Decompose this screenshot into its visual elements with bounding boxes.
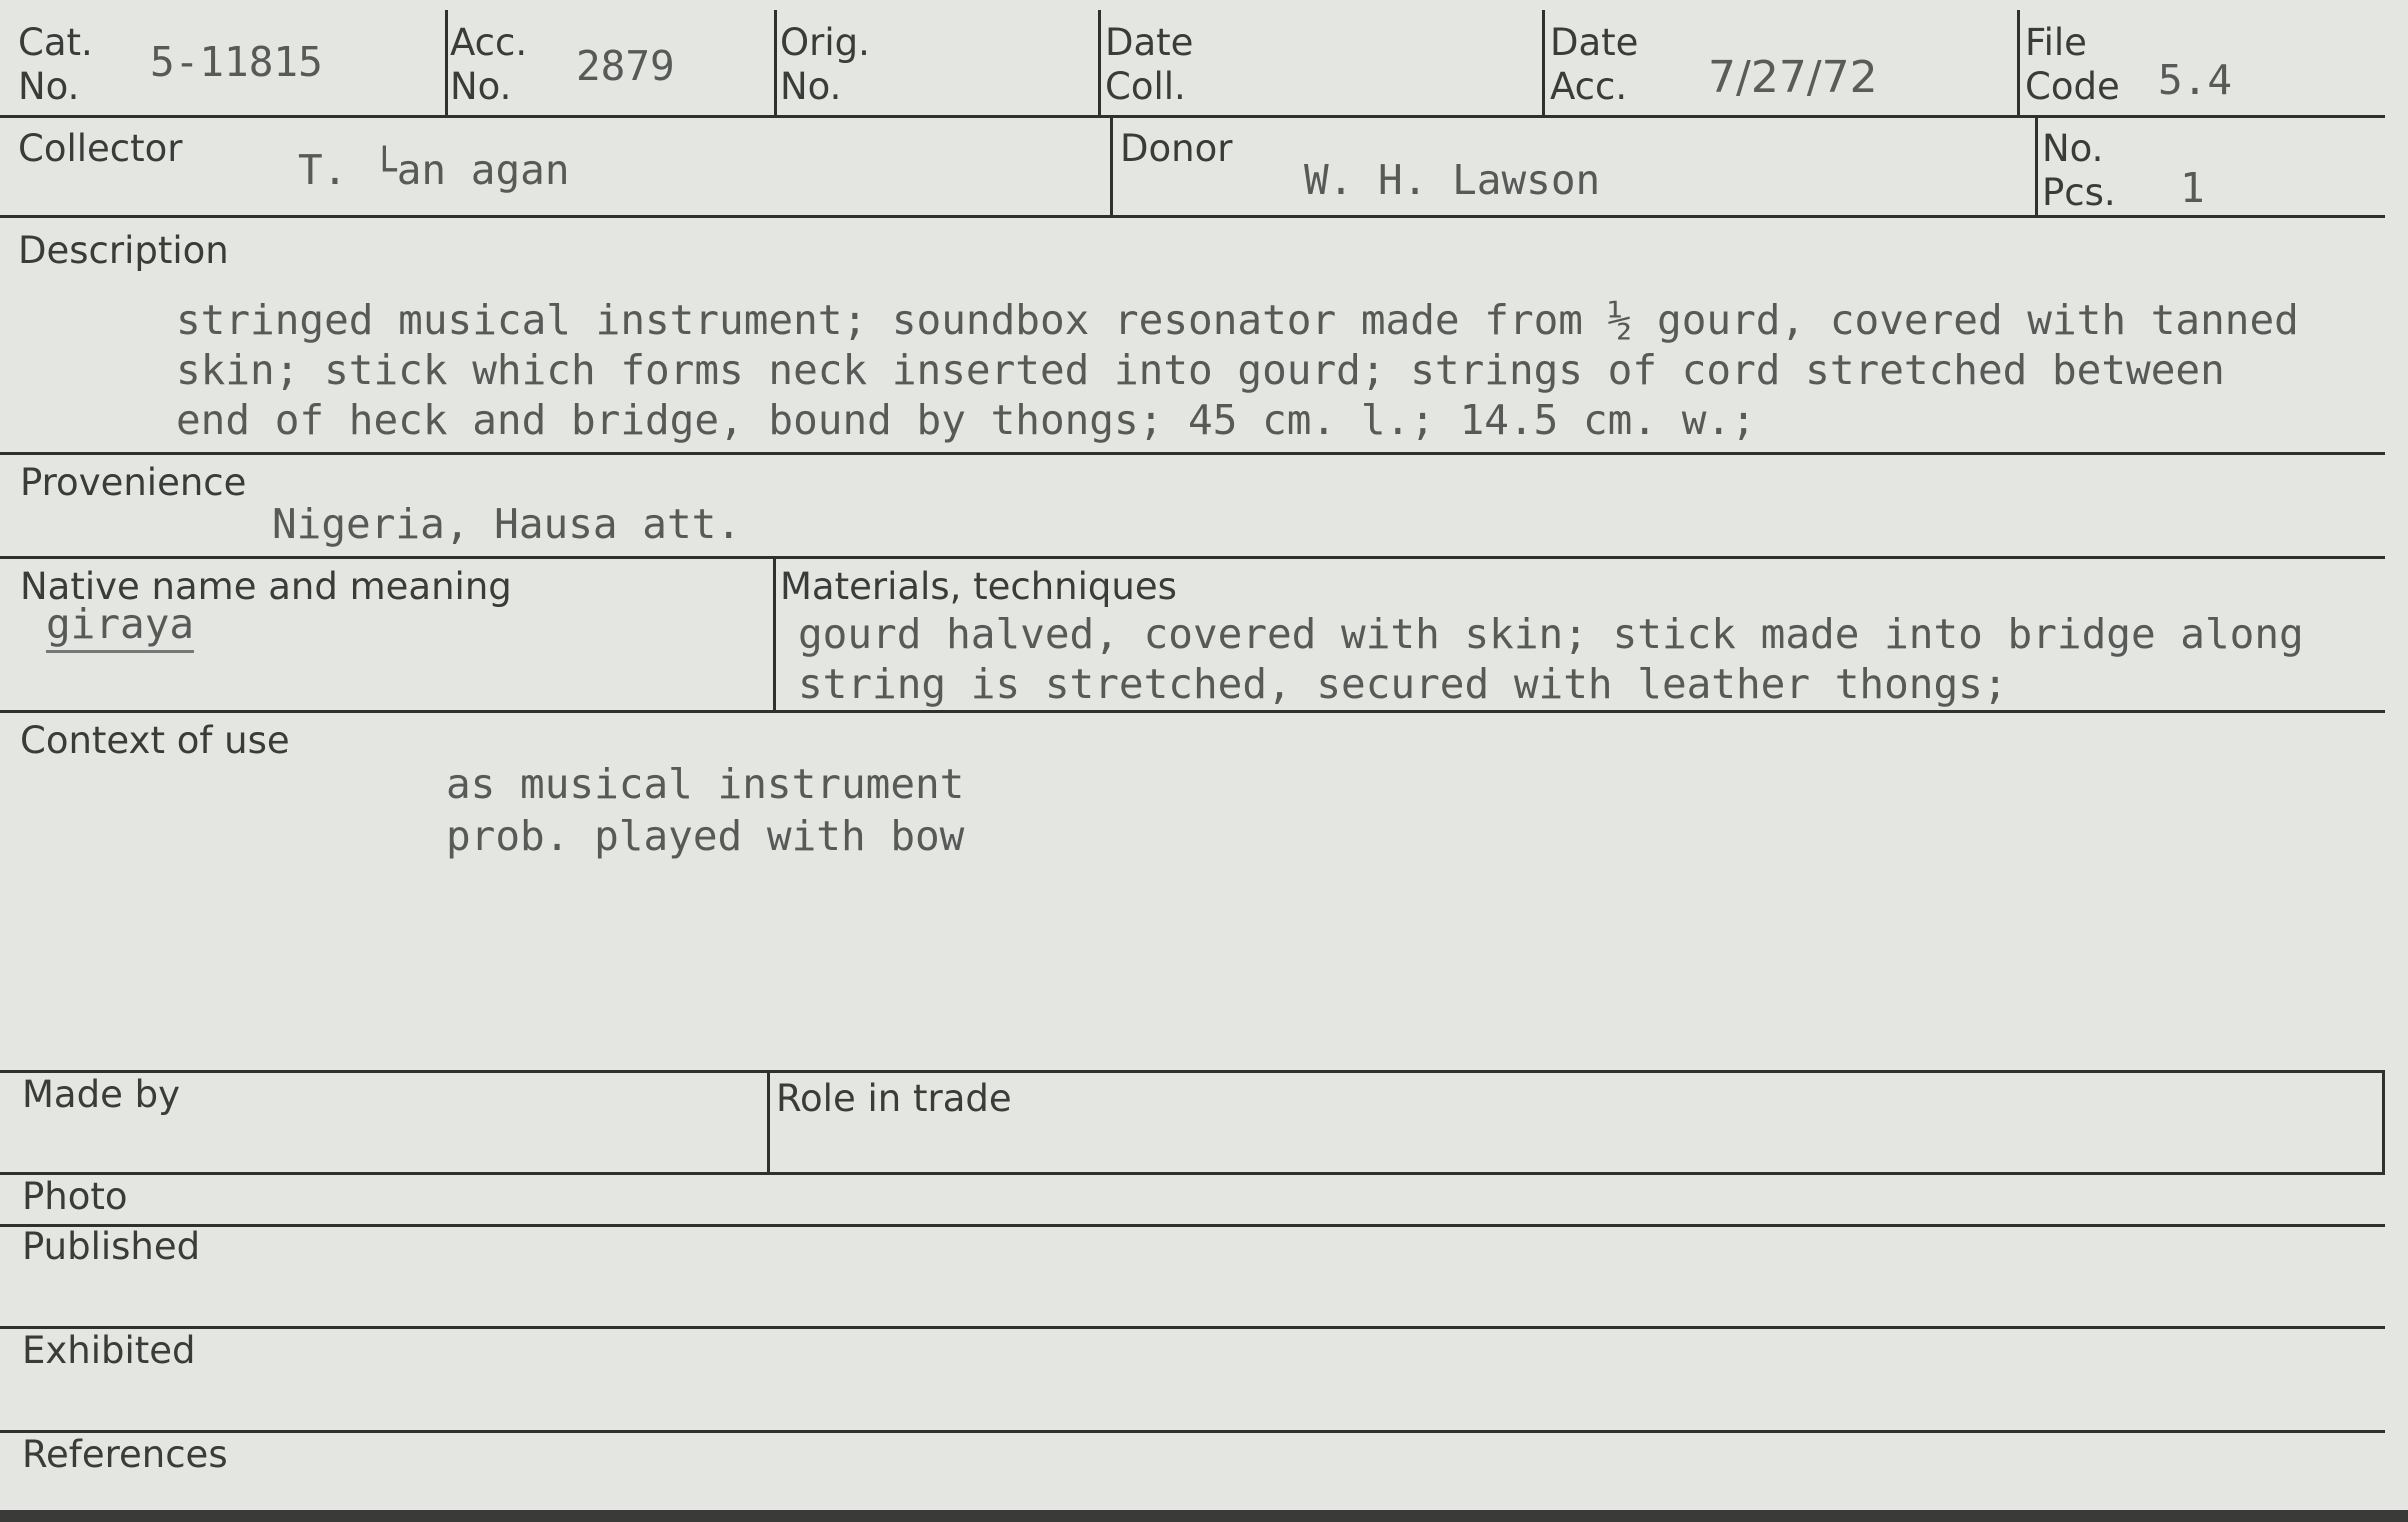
context-line-2: prob. played with bow bbox=[446, 812, 965, 860]
pcs-value: 1 bbox=[2180, 164, 2205, 212]
orig-no-label-bottom: No. bbox=[780, 65, 842, 108]
file-code-label-bottom: Code bbox=[2025, 65, 2120, 108]
date-acc-label-top: Date bbox=[1550, 21, 1639, 64]
file-code-value: 5.4 bbox=[2158, 56, 2233, 104]
donor-value: W. H. Lawson bbox=[1304, 156, 1601, 204]
date-acc-label-bottom: Acc. bbox=[1550, 65, 1628, 108]
materials-label: Materials, techniques bbox=[780, 565, 1177, 608]
description-line-3: end of heck and bridge, bound by thongs; 45 cm. l.; 14.5 cm. w.; bbox=[176, 396, 1756, 444]
exhibited-label: Exhibited bbox=[22, 1329, 196, 1372]
description-line-1: stringed musical instrument; soundbox resonator made from ½ gourd, covered with tanned bbox=[176, 296, 2299, 344]
materials-line-2: string is stretched, secured with leather thongs; bbox=[798, 660, 2008, 708]
sep-collector-donor bbox=[1110, 115, 1113, 215]
acc-no-label-bottom: No. bbox=[450, 65, 512, 108]
sep-madeby-role bbox=[767, 1070, 770, 1172]
cat-no-label-top: Cat. bbox=[18, 21, 93, 64]
rule-collector-bottom bbox=[0, 215, 2385, 218]
sep-orig-datecoll bbox=[1098, 10, 1101, 115]
acc-no-label-top: Acc. bbox=[450, 21, 528, 64]
context-label: Context of use bbox=[20, 719, 290, 762]
native-name-label: Native name and meaning bbox=[20, 565, 512, 608]
published-label: Published bbox=[22, 1225, 201, 1268]
sep-acc-orig bbox=[774, 10, 777, 115]
rule-exhibited-bottom bbox=[0, 1430, 2385, 1433]
description-line-2: skin; stick which forms neck inserted into gourd; strings of cord stretched between bbox=[176, 346, 2225, 394]
cat-no-value: 5-11815 bbox=[150, 38, 323, 86]
rule-context-bottom bbox=[0, 1070, 2385, 1073]
photo-label: Photo bbox=[22, 1175, 128, 1218]
provenience-value: Nigeria, Hausa att. bbox=[272, 500, 741, 548]
date-coll-label-bottom: Coll. bbox=[1105, 65, 1186, 108]
references-label: References bbox=[22, 1433, 228, 1476]
role-in-trade-label: Role in trade bbox=[776, 1077, 1012, 1120]
collector-value: T. └an agan bbox=[298, 146, 570, 194]
context-line-1: as musical instrument bbox=[446, 760, 965, 808]
sep-datecoll-dateacc bbox=[1542, 10, 1545, 115]
pcs-label-top: No. bbox=[2042, 127, 2104, 170]
collector-label: Collector bbox=[18, 127, 183, 170]
pcs-label-bottom: Pcs. bbox=[2042, 171, 2116, 214]
description-label: Description bbox=[18, 229, 229, 272]
sep-cat-acc bbox=[445, 10, 448, 115]
donor-label: Donor bbox=[1120, 127, 1233, 170]
orig-no-label-top: Orig. bbox=[780, 21, 870, 64]
card-bottom-edge bbox=[0, 1510, 2408, 1522]
date-coll-label-top: Date bbox=[1105, 21, 1194, 64]
rule-description-bottom bbox=[0, 452, 2385, 455]
date-acc-value: 7/27/72 bbox=[1708, 52, 1878, 103]
sep-dateacc-file bbox=[2017, 10, 2020, 115]
materials-line-1: gourd halved, covered with skin; stick made into bridge along bbox=[798, 610, 2304, 658]
rule-photo-bottom bbox=[0, 1224, 2385, 1227]
provenience-label: Provenience bbox=[20, 461, 247, 504]
rule-madeby-bottom bbox=[0, 1172, 2385, 1175]
sep-donor-pcs bbox=[2035, 115, 2038, 215]
cat-no-label-bottom: No. bbox=[18, 65, 80, 108]
file-code-label-top: File bbox=[2025, 21, 2087, 64]
sep-role-right bbox=[2382, 1070, 2385, 1172]
sep-native-materials bbox=[773, 556, 776, 710]
rule-header-bottom bbox=[0, 115, 2385, 118]
rule-provenience-bottom bbox=[0, 556, 2385, 559]
rule-published-bottom bbox=[0, 1326, 2385, 1329]
rule-native-bottom bbox=[0, 710, 2385, 713]
made-by-label: Made by bbox=[22, 1073, 180, 1116]
acc-no-value: 2879 bbox=[576, 42, 675, 90]
native-name-value: giraya bbox=[46, 600, 194, 653]
